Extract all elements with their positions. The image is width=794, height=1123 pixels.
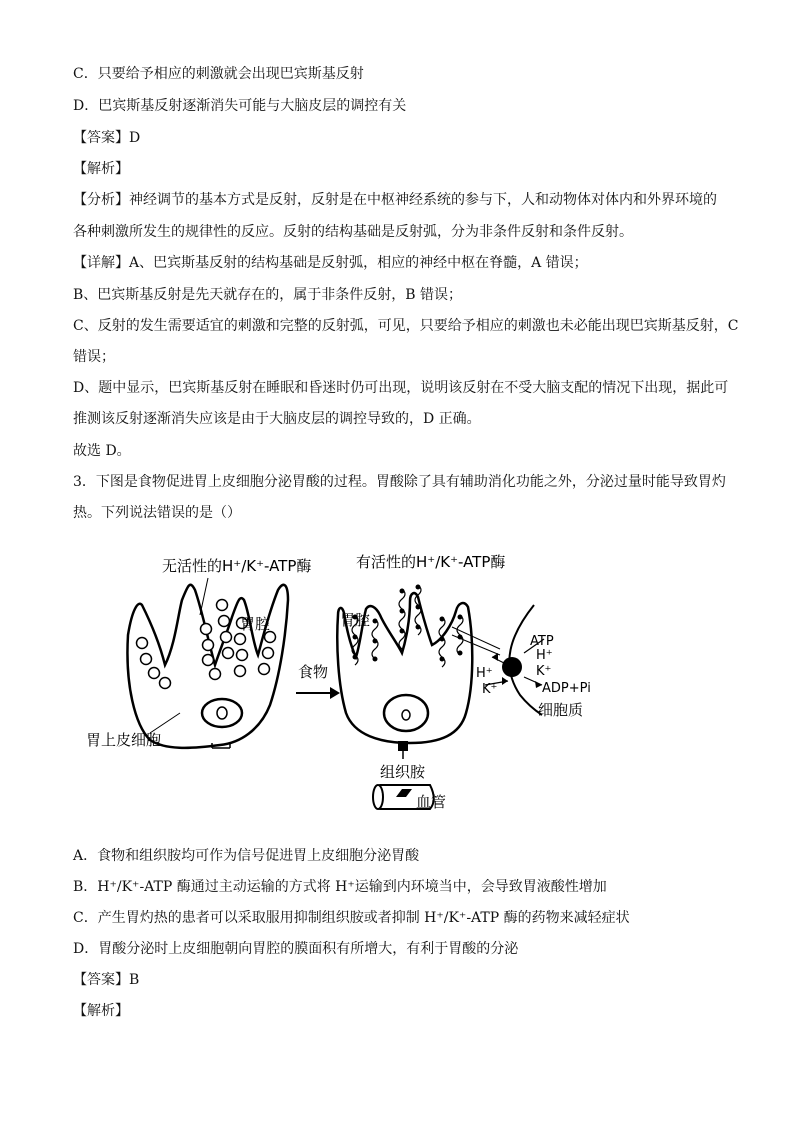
label-lumen-right: 胃腔 [340, 611, 371, 629]
label-cytoplasm: 细胞质 [538, 701, 584, 719]
label-h-left: H⁺ [476, 666, 493, 681]
answer-prev: 【答案】D [73, 130, 141, 146]
label-inactive-enzyme: 无活性的H⁺/K⁺-ATP酶 [162, 557, 312, 575]
option-c-prev: C．只要给予相应的刺激就会出现巴宾斯基反射 [73, 66, 364, 82]
detail-d-2: 推测该反射逐渐消失应该是由于大脑皮层的调控导致的，D 正确。 [73, 411, 481, 427]
left-nucleus [202, 699, 242, 727]
label-epithelial-cell: 胃上皮细胞 [86, 731, 162, 749]
label-k-left: K⁺ [482, 682, 498, 697]
question-3-stem-2: 热。下列说法错误的是（） [73, 505, 241, 521]
label-lumen-left: 胃腔 [240, 615, 271, 633]
stomach-acid-figure [80, 545, 640, 835]
conclusion: 故选 D。 [73, 443, 131, 459]
label-food: 食物 [298, 663, 329, 681]
option-b: B．H⁺/K⁺-ATP 酶通过主动运输的方式将 H⁺运输到内环境当中，会导致胃液酸性增加 [73, 879, 607, 895]
answer: 【答案】B [73, 972, 140, 988]
option-a: A．食物和组织胺均可作为信号促进胃上皮细胞分泌胃酸 [73, 848, 420, 864]
analysis-heading: 【解析】 [73, 1003, 129, 1019]
detail-a: 【详解】A、巴宾斯基反射的结构基础是反射弧，相应的神经中枢在脊髓，A 错误； [73, 255, 588, 271]
label-k-in: K⁺ [536, 664, 552, 679]
label-blood-vessel: 血管 [416, 793, 447, 811]
detail-d-1: D、题中显示，巴宾斯基反射在睡眠和昏迷时仍可出现，说明该反射在不受大脑支配的情况下出现，据此可 [73, 380, 729, 396]
option-d: D．胃酸分泌时上皮细胞朝向胃腔的膜面积有所增大，有利于胃酸的分泌 [73, 941, 519, 957]
label-h-out: H⁺ [536, 648, 553, 663]
question-3-stem-1: 3．下图是食物促进胃上皮细胞分泌胃酸的过程。胃酸除了具有辅助消化功能之外，分泌过量时能导致胃灼 [73, 474, 726, 490]
analysis-heading-prev: 【解析】 [73, 161, 129, 177]
detail-c-1: C、反射的发生需要适宜的刺激和完整的反射弧，可见，只要给予相应的刺激也未必能出现巴宾斯基反射，C [73, 318, 739, 334]
analysis-text-2: 各种刺激所发生的规律性的反应。反射的结构基础是反射弧，分为非条件反射和条件反射。 [73, 224, 633, 240]
label-active-enzyme: 有活性的H⁺/K⁺-ATP酶 [356, 553, 506, 571]
option-c: C．产生胃灼热的患者可以采取服用抑制组织胺或者抑制 H⁺/K⁺-ATP 酶的药物来减轻症状 [73, 910, 630, 926]
right-nucleus [384, 695, 428, 731]
detail-c-2: 错误； [73, 349, 115, 365]
label-adp-pi: ADP+Pi [542, 681, 591, 696]
analysis-text-1: 【分析】神经调节的基本方式是反射，反射是在中枢神经系统的参与下，人和动物体对体内和外界环境的 [73, 192, 717, 208]
label-histamine: 组织胺 [380, 763, 426, 781]
option-d-prev: D．巴宾斯基反射逐渐消失可能与大脑皮层的调控有关 [73, 98, 407, 114]
detail-b: B、巴宾斯基反射是先天就存在的，属于非条件反射，B 错误； [73, 287, 463, 303]
label-atp: ATP [530, 634, 554, 649]
